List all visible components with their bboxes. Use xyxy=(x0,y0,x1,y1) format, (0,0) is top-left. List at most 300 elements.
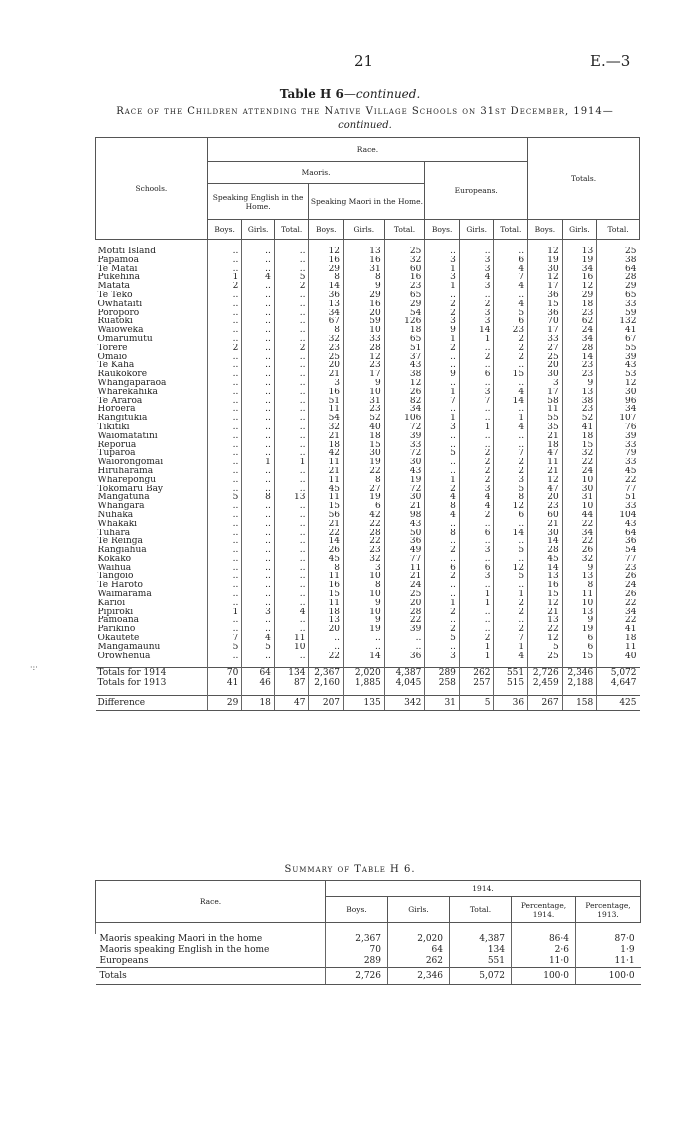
cell-value: 28 xyxy=(597,273,640,282)
summary-col-pct-1914: Percentage, 1914. xyxy=(512,897,576,923)
cell-value: 43 xyxy=(384,520,425,529)
cell-value: 23 xyxy=(344,546,385,555)
cell-value: .. xyxy=(207,397,242,406)
cell-value: 41 xyxy=(597,625,640,634)
cell-value: 8 xyxy=(562,581,597,590)
cell-value: 1·9 xyxy=(576,945,641,956)
table-row xyxy=(96,625,640,634)
cell-value: 29 xyxy=(384,300,425,309)
row-label: Totals xyxy=(96,968,326,985)
cell-value: 21 xyxy=(309,370,344,379)
table-row xyxy=(96,317,640,326)
cell-value: .. xyxy=(207,652,242,661)
cell-value: .. xyxy=(242,529,275,538)
table-row xyxy=(96,616,640,625)
cell-value: 31 xyxy=(344,397,385,406)
cell-value: .. xyxy=(207,449,242,458)
cell-value: 18 xyxy=(597,634,640,643)
cell-value: 22 xyxy=(344,467,385,476)
cell-value: 5 xyxy=(425,449,460,458)
cell-value: 77 xyxy=(597,485,640,494)
cell-value: 31 xyxy=(425,696,460,711)
cell-value: 2,346 xyxy=(388,968,450,985)
cell-value: 1 xyxy=(425,335,460,344)
summary-totals-row xyxy=(96,968,641,985)
speaking-english-header: Speaking English in the Home. xyxy=(207,184,309,220)
table-row xyxy=(96,485,640,494)
cell-value: 18 xyxy=(528,441,563,450)
table-row xyxy=(96,256,640,265)
cell-value: 15 xyxy=(344,441,385,450)
cell-value: 12 xyxy=(528,599,563,608)
cell-value: 60 xyxy=(384,265,425,274)
cell-value: .. xyxy=(207,326,242,335)
cell-value: 11 xyxy=(309,458,344,467)
cell-value: 134 xyxy=(274,668,309,679)
cell-value: .. xyxy=(459,537,494,546)
cell-value: 6 xyxy=(425,564,460,573)
cell-value: 12 xyxy=(528,476,563,485)
cell-value: 22 xyxy=(597,599,640,608)
row-label: Nuhaka xyxy=(97,510,134,520)
cell-value: 5 xyxy=(425,634,460,643)
cell-value: 2 xyxy=(459,511,494,520)
cell-value: .. xyxy=(425,353,460,362)
cell-value: 47 xyxy=(528,449,563,458)
cell-value: .. xyxy=(494,441,528,450)
cell-value: 16 xyxy=(528,581,563,590)
row-label: Difference xyxy=(96,696,208,711)
cell-value: .. xyxy=(274,432,309,441)
cell-value: .. xyxy=(425,555,460,564)
cell-value: 30 xyxy=(384,493,425,502)
cell-value: 43 xyxy=(384,361,425,370)
row-label: Omaio xyxy=(97,352,128,362)
cell-value: 72 xyxy=(384,449,425,458)
row-label: Maoris speaking Maori in the home xyxy=(99,934,263,944)
cell-value: 23 xyxy=(562,309,597,318)
cell-value: 18 xyxy=(562,432,597,441)
cell-value: .. xyxy=(207,256,242,265)
cell-value: 4 xyxy=(459,273,494,282)
cell-value: 38 xyxy=(562,397,597,406)
cell-value: .. xyxy=(242,370,275,379)
cell-value: 33 xyxy=(597,300,640,309)
cell-value: 10 xyxy=(344,326,385,335)
cell-value: .. xyxy=(207,502,242,511)
cell-value: 3 xyxy=(242,608,275,617)
cell-value: .. xyxy=(242,379,275,388)
col-girls: Girls. xyxy=(562,220,597,240)
cell-value: 3 xyxy=(425,256,460,265)
cell-value: 21 xyxy=(384,572,425,581)
cell-value: 34 xyxy=(562,529,597,538)
cell-value: .. xyxy=(494,247,528,256)
cell-value: .. xyxy=(207,405,242,414)
cell-value: 15 xyxy=(494,370,528,379)
race-table xyxy=(95,137,640,711)
cell-value: .. xyxy=(274,291,309,300)
cell-value: 9 xyxy=(562,379,597,388)
row-label: Omarumutu xyxy=(97,334,153,344)
cell-value: 60 xyxy=(528,511,563,520)
cell-value: 36 xyxy=(597,537,640,546)
cell-value: 22 xyxy=(562,458,597,467)
cell-value: 17 xyxy=(344,370,385,379)
cell-value: .. xyxy=(459,344,494,353)
table-row xyxy=(96,564,640,573)
cell-value: 38 xyxy=(384,370,425,379)
cell-value: .. xyxy=(207,581,242,590)
cell-value: 19 xyxy=(562,625,597,634)
cell-value: 87 xyxy=(274,678,309,688)
cell-value: .. xyxy=(207,247,242,256)
table-row xyxy=(96,309,640,318)
cell-value: 1 xyxy=(459,643,494,652)
cell-value: 10 xyxy=(344,388,385,397)
cell-value: 289 xyxy=(425,668,460,679)
cell-value: 11 xyxy=(597,643,640,652)
cell-value: .. xyxy=(459,405,494,414)
cell-value: 65 xyxy=(597,291,640,300)
cell-value: .. xyxy=(242,441,275,450)
cell-value: 12 xyxy=(309,247,344,256)
cell-value: 2 xyxy=(459,476,494,485)
cell-value: 8 xyxy=(494,493,528,502)
cell-value: .. xyxy=(274,511,309,520)
cell-value: 65 xyxy=(384,291,425,300)
cell-value: .. xyxy=(459,616,494,625)
cell-value: 24 xyxy=(562,326,597,335)
cell-value: .. xyxy=(425,537,460,546)
cell-value: 1 xyxy=(207,608,242,617)
row-label: Waiorongomai xyxy=(97,458,164,467)
row-label: Horoera xyxy=(97,405,136,415)
row-label: Rangitukia xyxy=(97,414,148,423)
cell-value: 51 xyxy=(384,344,425,353)
cell-value: .. xyxy=(242,476,275,485)
table-row xyxy=(96,449,640,458)
cell-value: 19 xyxy=(384,476,425,485)
cell-value: 11 xyxy=(274,634,309,643)
cell-value: 67 xyxy=(597,335,640,344)
cell-value: .. xyxy=(207,335,242,344)
cell-value: 39 xyxy=(597,432,640,441)
cell-value: 10 xyxy=(344,590,385,599)
row-label: Tokomaru Bay xyxy=(97,484,164,494)
cell-value: 13 xyxy=(528,616,563,625)
cell-value: .. xyxy=(274,485,309,494)
table-row xyxy=(96,273,640,282)
col-girls: Girls. xyxy=(242,220,275,240)
cell-value: 4 xyxy=(494,282,528,291)
cell-value: .. xyxy=(207,485,242,494)
cell-value: .. xyxy=(425,590,460,599)
cell-value: 34 xyxy=(597,608,640,617)
cell-value: 11·0 xyxy=(512,956,576,968)
cell-value: 11 xyxy=(309,493,344,502)
cell-value: 262 xyxy=(459,668,494,679)
cell-value: .. xyxy=(344,634,385,643)
cell-value: .. xyxy=(242,326,275,335)
cell-value: 79 xyxy=(597,449,640,458)
cell-value: 21 xyxy=(384,502,425,511)
cell-value: 11 xyxy=(562,590,597,599)
col-total: Total. xyxy=(274,220,309,240)
table-row xyxy=(96,353,640,362)
table-subtitle: Race of the Children attending the Native Village Schools on 31st December, 1914— continued. xyxy=(116,106,614,131)
cell-value: .. xyxy=(274,555,309,564)
row-label: Matata xyxy=(97,282,131,291)
cell-value: .. xyxy=(425,643,460,652)
cell-value: 4 xyxy=(494,652,528,661)
cell-value: .. xyxy=(242,449,275,458)
cell-value: 14 xyxy=(344,652,385,661)
cell-value: 16 xyxy=(562,273,597,282)
cell-value: 21 xyxy=(309,467,344,476)
cell-value: 12 xyxy=(494,502,528,511)
table-row xyxy=(96,555,640,564)
cell-value: 2 xyxy=(494,458,528,467)
cell-value: 15 xyxy=(309,502,344,511)
cell-value: 35 xyxy=(528,423,563,432)
cell-value: 10 xyxy=(344,608,385,617)
cell-value: .. xyxy=(242,546,275,555)
cell-value: 12 xyxy=(528,634,563,643)
col-total: Total. xyxy=(494,220,528,240)
cell-value: 17 xyxy=(528,388,563,397)
cell-value: 3 xyxy=(425,652,460,661)
totals-1914-row xyxy=(96,668,640,679)
row-label: Papamoa xyxy=(97,255,139,265)
cell-value: 12 xyxy=(528,247,563,256)
cell-value: 2 xyxy=(425,300,460,309)
cell-value: .. xyxy=(242,590,275,599)
cell-value: 3 xyxy=(425,423,460,432)
cell-value: 32 xyxy=(562,555,597,564)
cell-value: 34 xyxy=(562,265,597,274)
cell-value: 2 xyxy=(459,449,494,458)
cell-value: .. xyxy=(242,300,275,309)
cell-value: .. xyxy=(242,616,275,625)
cell-value: .. xyxy=(242,265,275,274)
cell-value: .. xyxy=(207,546,242,555)
cell-value: 25 xyxy=(597,247,640,256)
cell-value: 3 xyxy=(344,564,385,573)
cell-value: 8 xyxy=(309,273,344,282)
cell-value: 23 xyxy=(562,361,597,370)
table-row xyxy=(96,247,640,256)
cell-value: 1 xyxy=(425,388,460,397)
cell-value: .. xyxy=(207,616,242,625)
cell-value: 18 xyxy=(384,326,425,335)
cell-value: .. xyxy=(242,291,275,300)
cell-value: 7 xyxy=(425,397,460,406)
cell-value: .. xyxy=(494,616,528,625)
cell-value: 34 xyxy=(309,309,344,318)
cell-value: 47 xyxy=(528,485,563,494)
cell-value: 5 xyxy=(274,273,309,282)
cell-value: 6 xyxy=(562,634,597,643)
row-label: Whakaki xyxy=(97,519,138,529)
cell-value: 23 xyxy=(384,282,425,291)
table-row xyxy=(96,590,640,599)
col-boys: Boys. xyxy=(425,220,460,240)
cell-value: 2 xyxy=(494,608,528,617)
cell-value: 64 xyxy=(388,945,450,956)
cell-value: 1 xyxy=(425,265,460,274)
row-label: Tuparoa xyxy=(97,449,136,459)
row-label: Waioweka xyxy=(97,326,144,335)
cell-value: 1,885 xyxy=(344,678,385,688)
cell-value: 2 xyxy=(494,335,528,344)
cell-value: 515 xyxy=(494,678,528,688)
cell-value: 3 xyxy=(528,379,563,388)
cell-value: .. xyxy=(242,520,275,529)
cell-value: 62 xyxy=(562,317,597,326)
cell-value: 1 xyxy=(242,458,275,467)
cell-value: .. xyxy=(242,414,275,423)
cell-value: 551 xyxy=(494,668,528,679)
cell-value: 22 xyxy=(597,616,640,625)
cell-value: 13 xyxy=(309,616,344,625)
table-row xyxy=(96,608,640,617)
cell-value: 32 xyxy=(309,335,344,344)
cell-value: .. xyxy=(207,511,242,520)
cell-value: 41 xyxy=(597,326,640,335)
totals-1913-row xyxy=(96,678,640,688)
cell-value: 65 xyxy=(384,335,425,344)
cell-value: 8 xyxy=(309,564,344,573)
cell-value: 4 xyxy=(459,493,494,502)
cell-value: 11 xyxy=(309,599,344,608)
cell-value: .. xyxy=(274,590,309,599)
cell-value: 20 xyxy=(344,309,385,318)
cell-value: 7 xyxy=(207,634,242,643)
cell-value: 14 xyxy=(528,537,563,546)
cell-value: 24 xyxy=(597,581,640,590)
cell-value: .. xyxy=(207,476,242,485)
cell-value: 55 xyxy=(528,414,563,423)
cell-value: 26 xyxy=(384,388,425,397)
cell-value: 126 xyxy=(384,317,425,326)
cell-value: 106 xyxy=(384,414,425,423)
cell-value: 23 xyxy=(494,326,528,335)
row-label: Te Matai xyxy=(97,264,138,274)
cell-value: 15 xyxy=(309,590,344,599)
cell-value: 1 xyxy=(425,476,460,485)
cell-value: 2,346 xyxy=(562,668,597,679)
cell-value: 43 xyxy=(597,361,640,370)
cell-value: 14 xyxy=(494,397,528,406)
cell-value: 33 xyxy=(344,335,385,344)
cell-value: .. xyxy=(242,625,275,634)
cell-value: 8 xyxy=(425,502,460,511)
cell-value: 18 xyxy=(562,300,597,309)
cell-value: 13 xyxy=(344,247,385,256)
cell-value: 2·6 xyxy=(512,945,576,956)
cell-value: 31 xyxy=(562,493,597,502)
cell-value: 4,045 xyxy=(384,678,425,688)
cell-value: 22 xyxy=(562,537,597,546)
summary-col-pct-1913: Percentage, 1913. xyxy=(576,897,641,923)
cell-value: 37 xyxy=(384,353,425,362)
cell-value: .. xyxy=(425,458,460,467)
cell-value: 13 xyxy=(309,300,344,309)
row-label: Totals for 1913 xyxy=(97,678,167,689)
cell-value: 2 xyxy=(207,282,242,291)
cell-value: 6 xyxy=(494,317,528,326)
cell-value: .. xyxy=(242,344,275,353)
row-label: Te Araroa xyxy=(97,396,143,406)
cell-value: 16 xyxy=(309,256,344,265)
cell-value: 27 xyxy=(344,485,385,494)
cell-value: 9 xyxy=(344,599,385,608)
cell-value: 28 xyxy=(528,546,563,555)
cell-value: 26 xyxy=(597,590,640,599)
cell-value: 86·4 xyxy=(512,934,576,945)
cell-value: 25 xyxy=(384,590,425,599)
cell-value: 7 xyxy=(494,634,528,643)
row-label: Pipiroki xyxy=(97,607,134,617)
cell-value: 70 xyxy=(528,317,563,326)
cell-value: 15 xyxy=(562,441,597,450)
summary-title: Summary of Table H 6. xyxy=(284,864,416,875)
cell-value: 4 xyxy=(494,388,528,397)
schools-header: Schools. xyxy=(96,138,208,240)
row-label: Te Haroto xyxy=(97,581,143,591)
cell-value: 19 xyxy=(562,256,597,265)
table-row xyxy=(96,265,640,274)
cell-value: 27 xyxy=(528,344,563,353)
cell-value: .. xyxy=(459,414,494,423)
cell-value: 30 xyxy=(344,449,385,458)
cell-value: 8 xyxy=(344,581,385,590)
cell-value: 19 xyxy=(528,256,563,265)
cell-value: .. xyxy=(207,414,242,423)
totals-header: Totals. xyxy=(528,138,640,220)
cell-value: .. xyxy=(242,599,275,608)
cell-value: .. xyxy=(242,485,275,494)
cell-value: .. xyxy=(274,353,309,362)
cell-value: 2 xyxy=(425,608,460,617)
cell-value: 36 xyxy=(384,537,425,546)
cell-value: 2,726 xyxy=(528,668,563,679)
summary-table xyxy=(95,880,641,985)
cell-value: .. xyxy=(459,625,494,634)
cell-value: 3 xyxy=(459,282,494,291)
cell-value: 36 xyxy=(384,652,425,661)
cell-value: 7 xyxy=(494,273,528,282)
cell-value: 21 xyxy=(528,520,563,529)
cell-value: 5 xyxy=(494,485,528,494)
cell-value: 4,387 xyxy=(450,934,512,945)
cell-value: 3 xyxy=(459,388,494,397)
cell-value: 40 xyxy=(597,652,640,661)
cell-value: 21 xyxy=(528,432,563,441)
cell-value: 2 xyxy=(425,344,460,353)
table-row xyxy=(96,282,640,291)
cell-value: 4,387 xyxy=(384,668,425,679)
cell-value: .. xyxy=(274,467,309,476)
cell-value: 70 xyxy=(326,945,388,956)
cell-value: 40 xyxy=(344,423,385,432)
cell-value: .. xyxy=(274,397,309,406)
cell-value: 2 xyxy=(459,300,494,309)
cell-value: .. xyxy=(274,520,309,529)
cell-value: .. xyxy=(242,405,275,414)
cell-value: .. xyxy=(242,572,275,581)
